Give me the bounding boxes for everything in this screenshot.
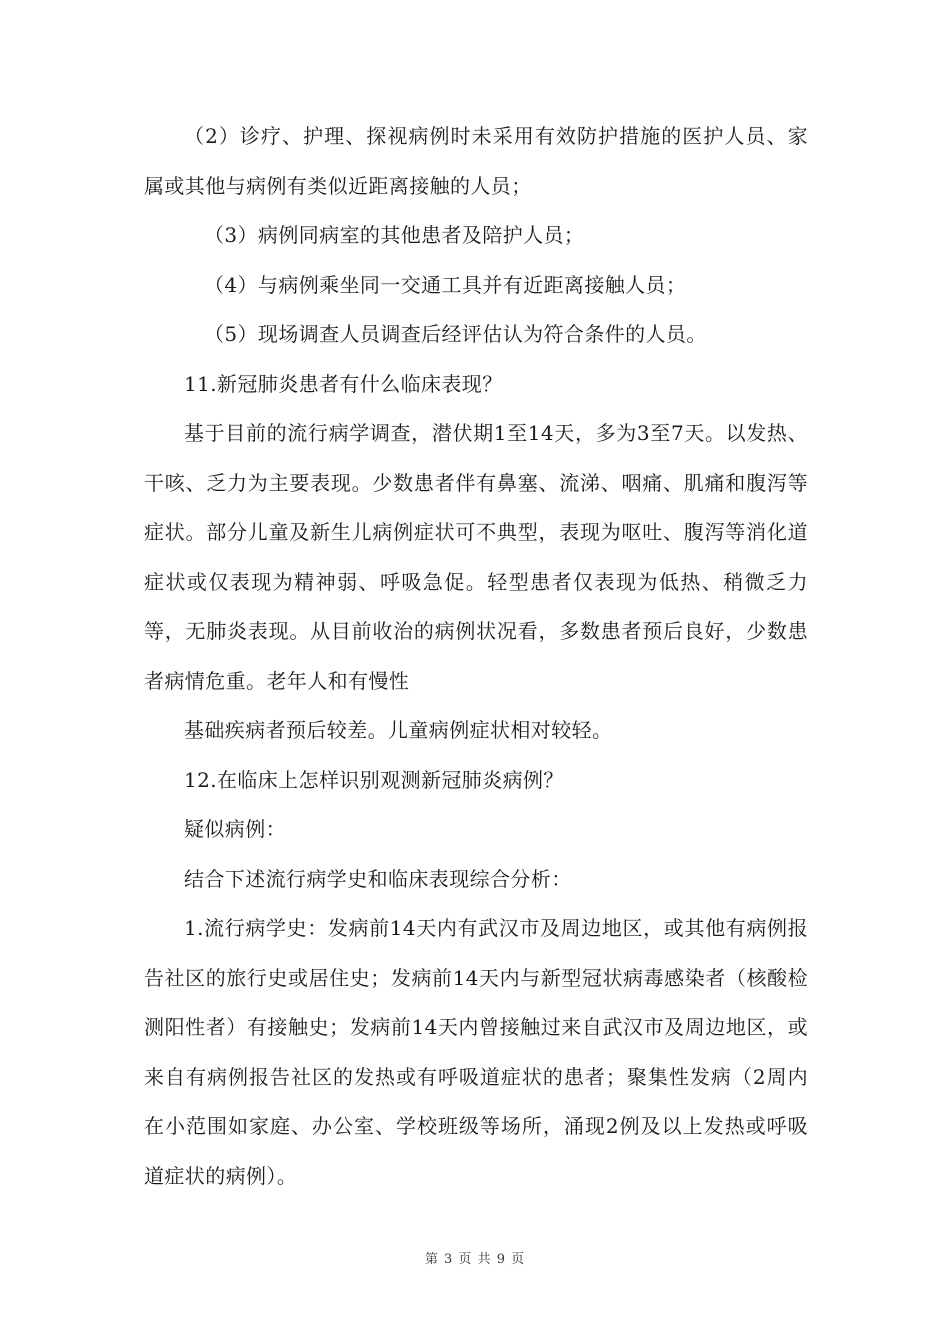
paragraph-close-contact-4: （4）与病例乘坐同一交通工具并有近距离接触人员； xyxy=(204,272,687,297)
paragraph-clinical-symptoms: 基于目前的流行病学调查，潜伏期1至14天，多为3至7天。以发热、干咳、乏力为主要表现。少数患者伴有鼻塞、流涕、咽痛、肌痛和腹泻等症状。部分儿童及新生儿病例症状可不典型，表现为呕吐、腹泻等消化道症状或仅表现为精神弱、呼吸急促。轻型患者仅表现为低热、稍微乏力等，无肺炎表现。从目前收治的病例状况看，多数患者预后良好，少数患者病情危重。老年人和有慢性 xyxy=(144,421,808,693)
document-body xyxy=(144,112,808,1201)
paragraph-close-contact-3: （3）病例同病室的其他患者及陪护人员； xyxy=(204,223,585,247)
paragraph-close-contact-2: （2）诊疗、护理、探视病例时未采用有效防护措施的医护人员、家属或其他与病例有类似近距离接触的人员； xyxy=(144,124,808,198)
heading-question-12: 12.在临床上怎样识别观测新冠肺炎病例？ xyxy=(184,767,564,792)
paragraph-epidemiological-history: 1.流行病学史：发病前14天内有武汉市及周边地区，或其他有病例报告社区的旅行史或居住史；发病前14天内与新型冠状病毒感染者（核酸检测阳性者）有接触史；发病前14天内曾接触过来自武汉市及周边地区，或来自有病例报告社区的发热或有呼吸道症状的患者；聚集性发病（2周内在小范围如家庭、办公室、学校班级等场所，涌现2例及以上发热或呼吸道症状的病例）。 xyxy=(144,916,808,1188)
paragraph-close-contact-5: （5）现场调查人员调查后经评估认为符合条件的人员。 xyxy=(204,322,707,346)
paragraph-analysis-intro: 结合下述流行病学史和临床表现综合分析： xyxy=(184,866,572,891)
page-number-footer: 第 3 页 共 9 页 xyxy=(424,1252,526,1267)
heading-question-11: 11.新冠肺炎患者有什么临床表现？ xyxy=(184,371,503,396)
label-suspected-case: 疑似病例： xyxy=(184,817,286,841)
paragraph-prognosis: 基础疾病者预后较差。儿童病例症状相对较轻。 xyxy=(184,718,613,742)
